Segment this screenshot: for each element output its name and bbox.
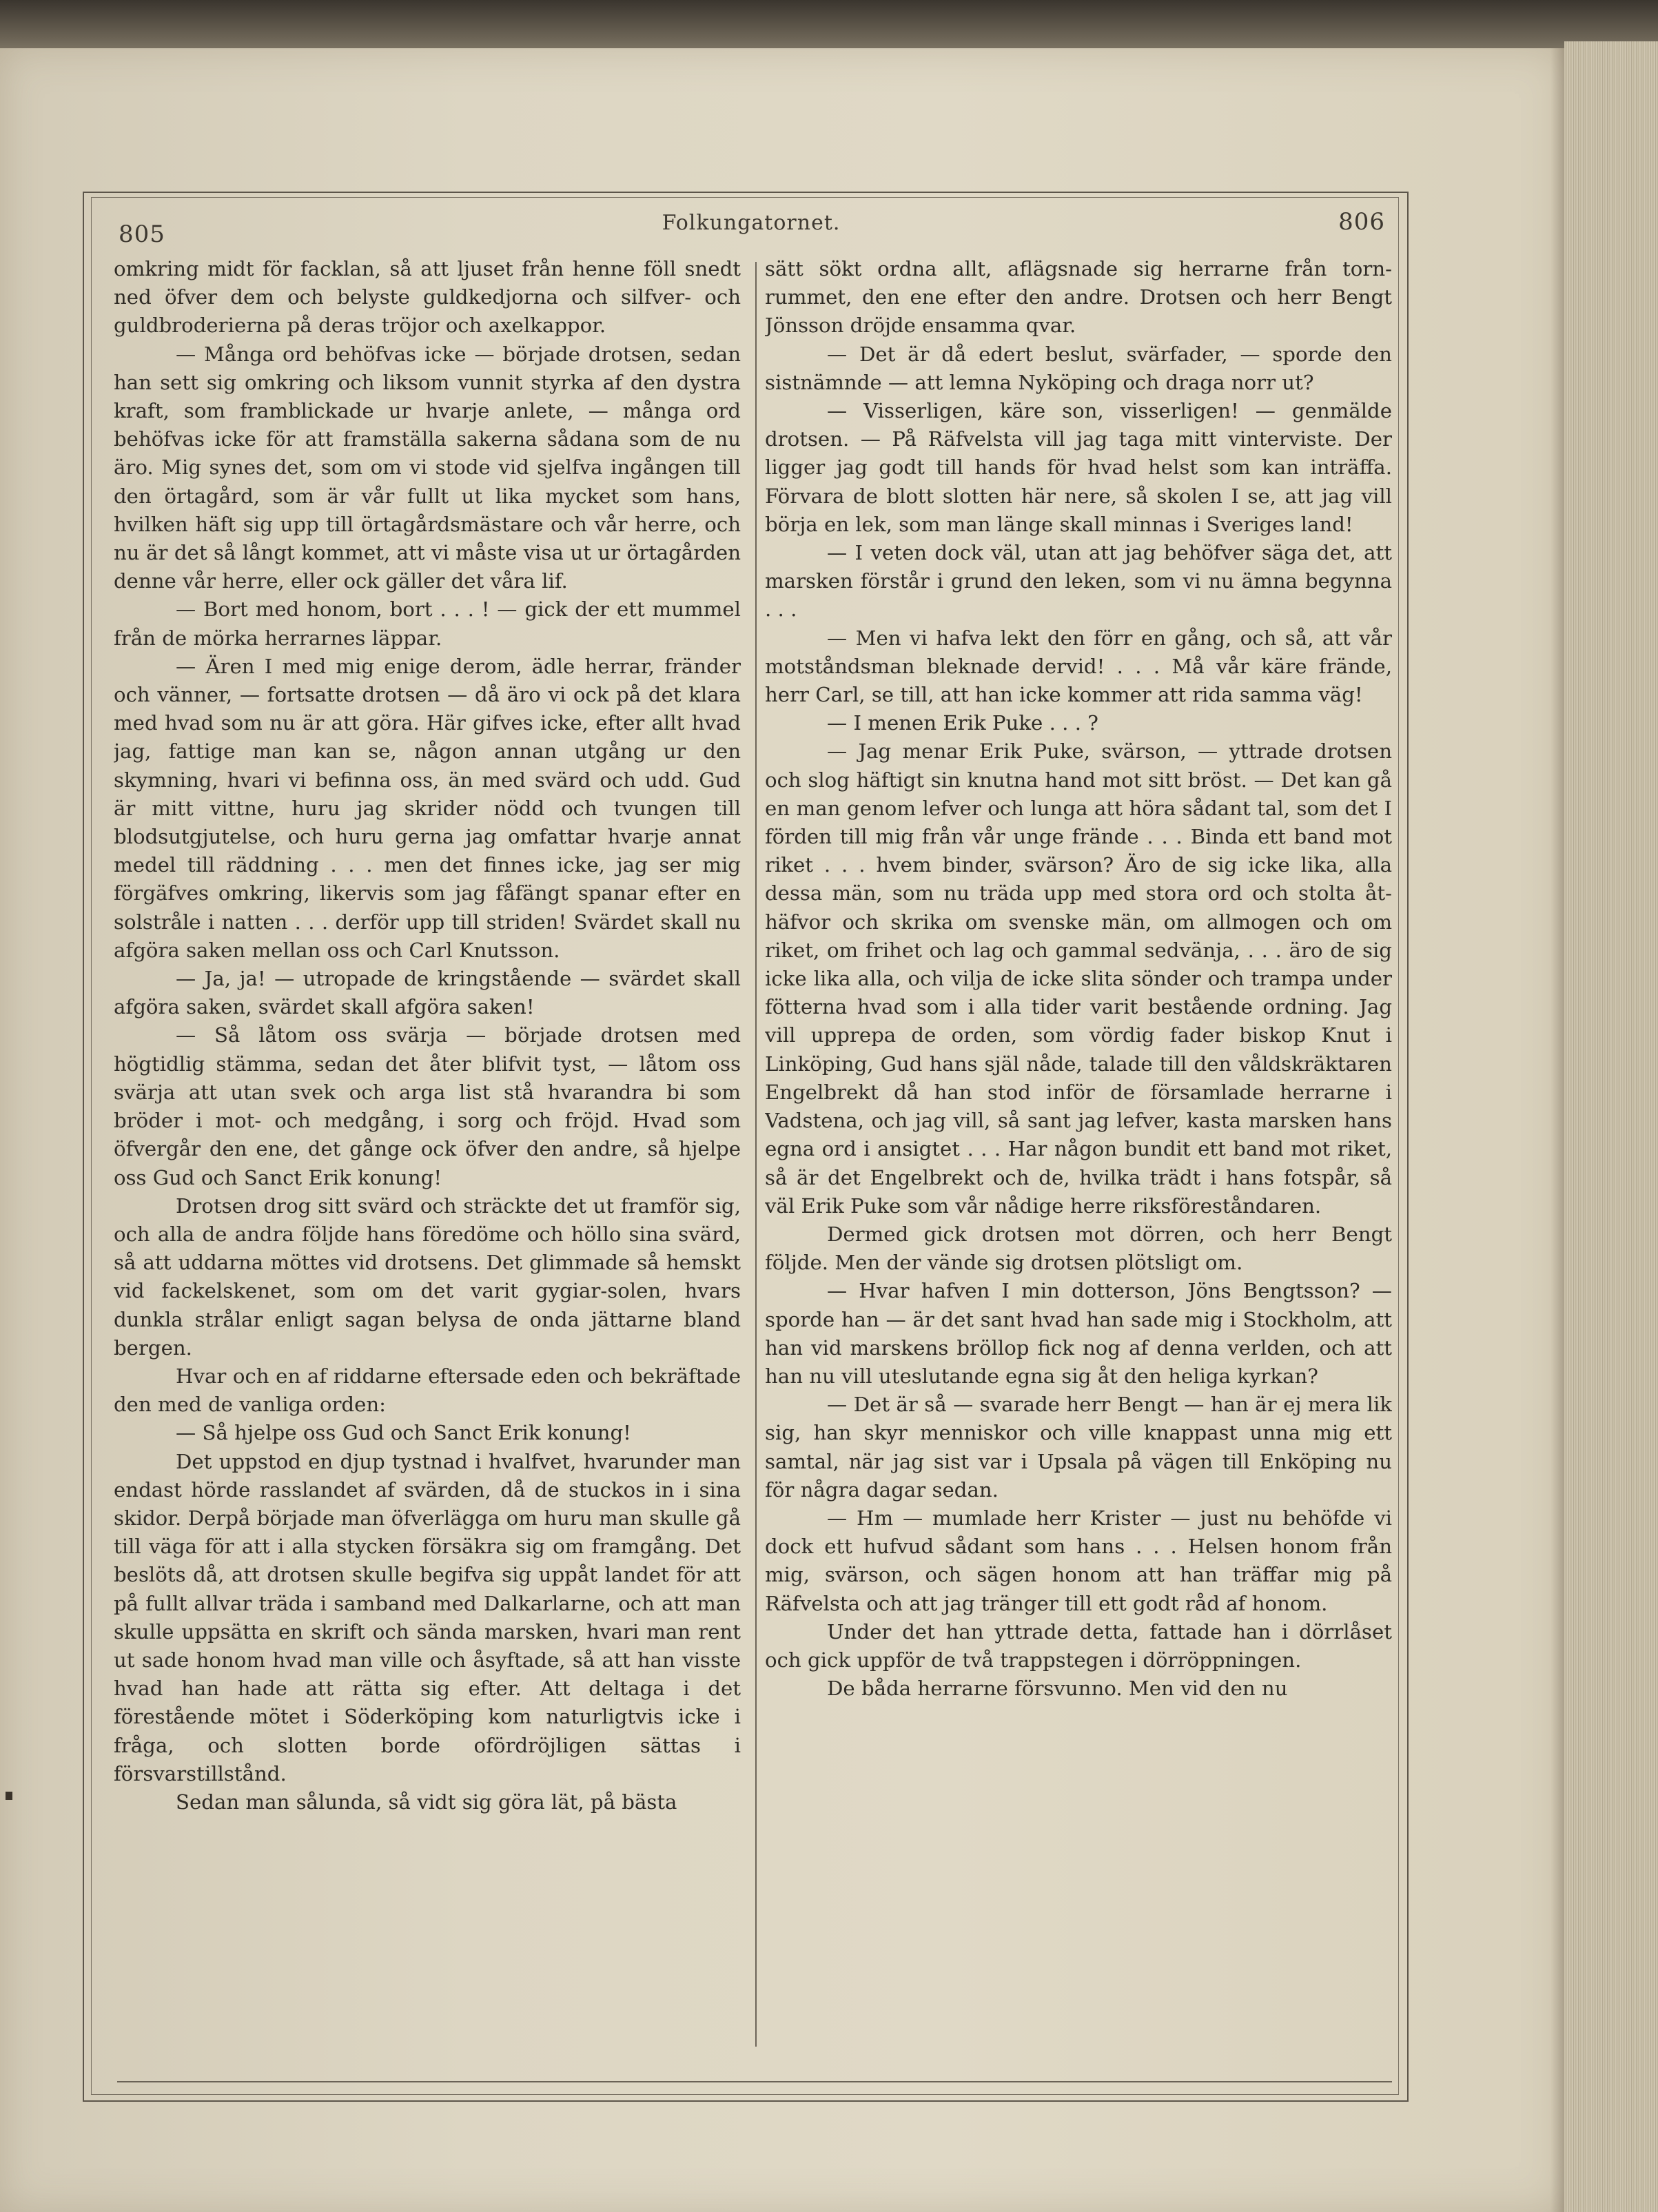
- paragraph: — I menen Erik Puke . . . ?: [827, 711, 1098, 735]
- paragraph: De båda herrarne försvunno. Men vid den nu: [827, 1677, 1288, 1701]
- paragraph: Det uppstod en djup tystnad i hvalfvet, hvarunder man endast hörde rasslandet af svärden, då de stuckos in i sina skidor. Derpå började man öfverlägga om huru man skulle gå till väga för att i alla stycken försäkra sig om framgång. Det beslöts då, att drotsen skulle begifva sig uppåt landet för att på fullt allvar träda i samband med Dalkarlarne, och att man skulle uppsätta en skrift och sända marsken, hvari man rent ut sade honom hvad man ville och åsyftade, så att han visste hvad han hade att rätta sig efter. Att deltaga i det förestående mötet i Söderköping kom naturligtvis icke i fråga, och slotten borde ofördröjligen sättas i försvarstillstånd.: [114, 1449, 741, 1785]
- paragraph: — Många ord behöfvas icke — började drotsen, sedan han sett sig omkring och liksom vunnit styrka af den dystra kraft, som framblickade ur hvarje anlete, — många ord behöfvas icke för att framställa sakerna sådana som de nu äro. Mig synes det, som om vi stode vid sjelfva ingången till den örtagård, som är vår fullt ut lika mycket som hans, hvilken häft sig upp till örtagårdsmästare och vår herre, och nu är det så långt kommet, att vi måste visa ut ur örtagården denne vår herre, eller ock gäller det våra lif.: [114, 342, 741, 593]
- paragraph: — Hvar hafven I min dotterson, Jöns Bengtsson? — sporde han — är det sant hvad han sade mig i Stockholm, att han vid marskens bröllop fick nog af denna verlden, och att han nu vill uteslutande egna sig åt den heliga kyrkan?: [765, 1279, 1392, 1388]
- paragraph: — Ja, ja! — utropade de kringstående — svärdet skall afgöra saken, svärdet skall afgöra saken!: [114, 967, 741, 1019]
- margin-mark: [6, 1792, 12, 1800]
- paragraph: omkring midt för facklan, så att ljuset från henne föll snedt ned öfver dem och belyste guldkedjorna och silfver- och guldbroderierna på deras tröjor och axelkappor.: [114, 257, 741, 338]
- page-number-left: 805: [119, 221, 165, 248]
- page-header: [110, 208, 1392, 249]
- bottom-rule: [117, 2081, 1392, 2082]
- page-stack-edge: [1564, 41, 1658, 2212]
- paragraph: Under det han yttrade detta, fattade han i dörrlåset och gick uppför de två trappstegen i dörröppningen.: [765, 1619, 1392, 1672]
- text-column-right: [765, 255, 1392, 2060]
- paragraph: — Det är då edert beslut, svärfader, — sporde den sistnämnde — att lemna Nyköping och draga norr ut?: [765, 342, 1392, 394]
- paragraph: — I veten dock väl, utan att jag behöfver säga det, att marsken förstår i grund den leken, som vi nu ämna begynna . . .: [765, 541, 1392, 622]
- page-number-right: 806: [1338, 208, 1385, 236]
- paragraph: — Det är så — svarade herr Bengt — han är ej mera lik sig, han skyr menniskor och ville knappast unna mig ett samtal, när jag sist var i Upsala på vägen till Enköping nu för några dagar sedan.: [765, 1393, 1392, 1502]
- paragraph: — Ären I med mig enige derom, ädle herrar, fränder och vänner, — fortsatte drotsen — då äro vi ock på det klara med hvad som nu är att göra. Här gifves icke, efter allt hvad jag, fattige man kan se, någon annan utgång ur den skymning, hvari vi befinna oss, än med svärd och udd. Gud är mitt vittne, huru jag skrider nödd och tvungen till blodsutgjutelse, och huru gerna jag omfattar hvarje annat medel till räddning . . . men det finnes icke, jag ser mig förgäfves omkring, likervis som jag fåfängt spanar efter en solstråle i natten . . . derför upp till striden! Svärdet skall nu afgöra saken mellan oss och Carl Knutsson.: [114, 654, 741, 962]
- paragraph: — Så hjelpe oss Gud och Sanct Erik konung!: [176, 1421, 631, 1445]
- running-title: Folkungatornet.: [662, 211, 841, 235]
- paragraph: — Jag menar Erik Puke, svärson, — yttrade drotsen och slog häftigt sin knutna hand mot sitt bröst. — Det kan gå en man genom lefver och lunga att höra sådant tal, som det I förden till mig från vår unge frände . . . Binda ett band mot riket . . . hvem binder, svärson? Äro de sig icke lika, alla dessa män, som nu träda upp med stora ord och stolta åthäfvor och skrika om svenske män, om allmogen och om riket, om frihet och lag och gammal sedvänja, . . . äro de sig icke lika alla, och vilja de icke slita sönder och trampa under fötterna hvad som i alla tider varit bestående ordning. Jag vill upprepa de orden, som vördig fader biskop Knut i Linköping, Gud hans själ nåde, talade till den våldskräktaren Engelbrekt då han stod inför de församlade herrarne i Vadstena, och jag vill, så sant jag lefver, kasta marsken hans egna ord i ansigtet . . . Har någon bundit ett band mot riket, så är det Engelbrekt och de, hvilka trädt i hans fotspår, så väl Erik Puke som vår nådige herre riksföreståndaren.: [765, 739, 1392, 1218]
- column-divider: [755, 262, 757, 2047]
- paragraph: Drotsen drog sitt svärd och sträckte det ut framför sig, och alla de andra följde hans föredöme och höllo sina svärd, så att uddarna möttes vid drotsens. Det glimmade så hemskt vid fackelskenet, som om det varit gygiar-solen, hvars dunkla strålar enligt sagan belysa de onda jättarne bland bergen.: [114, 1194, 741, 1360]
- paragraph: Sedan man sålunda, så vidt sig göra lät, på bästa: [176, 1790, 677, 1814]
- paragraph: — Bort med honom, bort . . . ! — gick der ett mummel från de mörka herrarnes läppar.: [114, 597, 741, 650]
- paragraph: — Men vi hafva lekt den förr en gång, och så, att vår motståndsman bleknade dervid! . . . Må vår käre frände, herr Carl, se till, att han icke kommer att rida samma väg!: [765, 626, 1392, 707]
- text-column-left: [114, 255, 741, 2060]
- paragraph: Dermed gick drotsen mot dörren, och herr Bengt följde. Men der vände sig drotsen plötsligt om.: [765, 1222, 1392, 1275]
- paragraph: Hvar och en af riddarne eftersade eden och bekräftade den med de vanliga orden:: [114, 1364, 741, 1417]
- paragraph: — Visserligen, käre son, visserligen! — genmälde drotsen. — På Räfvelsta vill jag taga mitt vinterviste. Der ligger jag godt till hands för hvad helst som kan inträffa. Förvara de blott slotten här nere, så skolen I se, att jag vill börja en lek, som man länge skall minnas i Sveriges land!: [765, 399, 1392, 536]
- paragraph: — Hm — mumlade herr Krister — just nu behöfde vi dock ett hufvud sådant som hans . . . Helsen honom från mig, svärson, och sägen honom att han träffar mig på Räfvelsta och att jag tränger till ett godt råd af honom.: [765, 1506, 1392, 1615]
- paragraph: sätt sökt ordna allt, aflägsnade sig herrarne från tornrummet, den ene efter den andre. Drotsen och herr Bengt Jönsson dröjde ensamma qvar.: [765, 257, 1392, 338]
- paragraph: — Så låtom oss svärja — började drotsen med högtidlig stämma, sedan det åter blifvit tyst, — låtom oss svärja att utan svek och arga list stå hvarandra bi som bröder i mot- och medgång, i sorg och fröjd. Hvad som öfvergår den ene, det gånge ock öfver den andre, så hjelpe oss Gud och Sanct Erik konung!: [114, 1023, 741, 1189]
